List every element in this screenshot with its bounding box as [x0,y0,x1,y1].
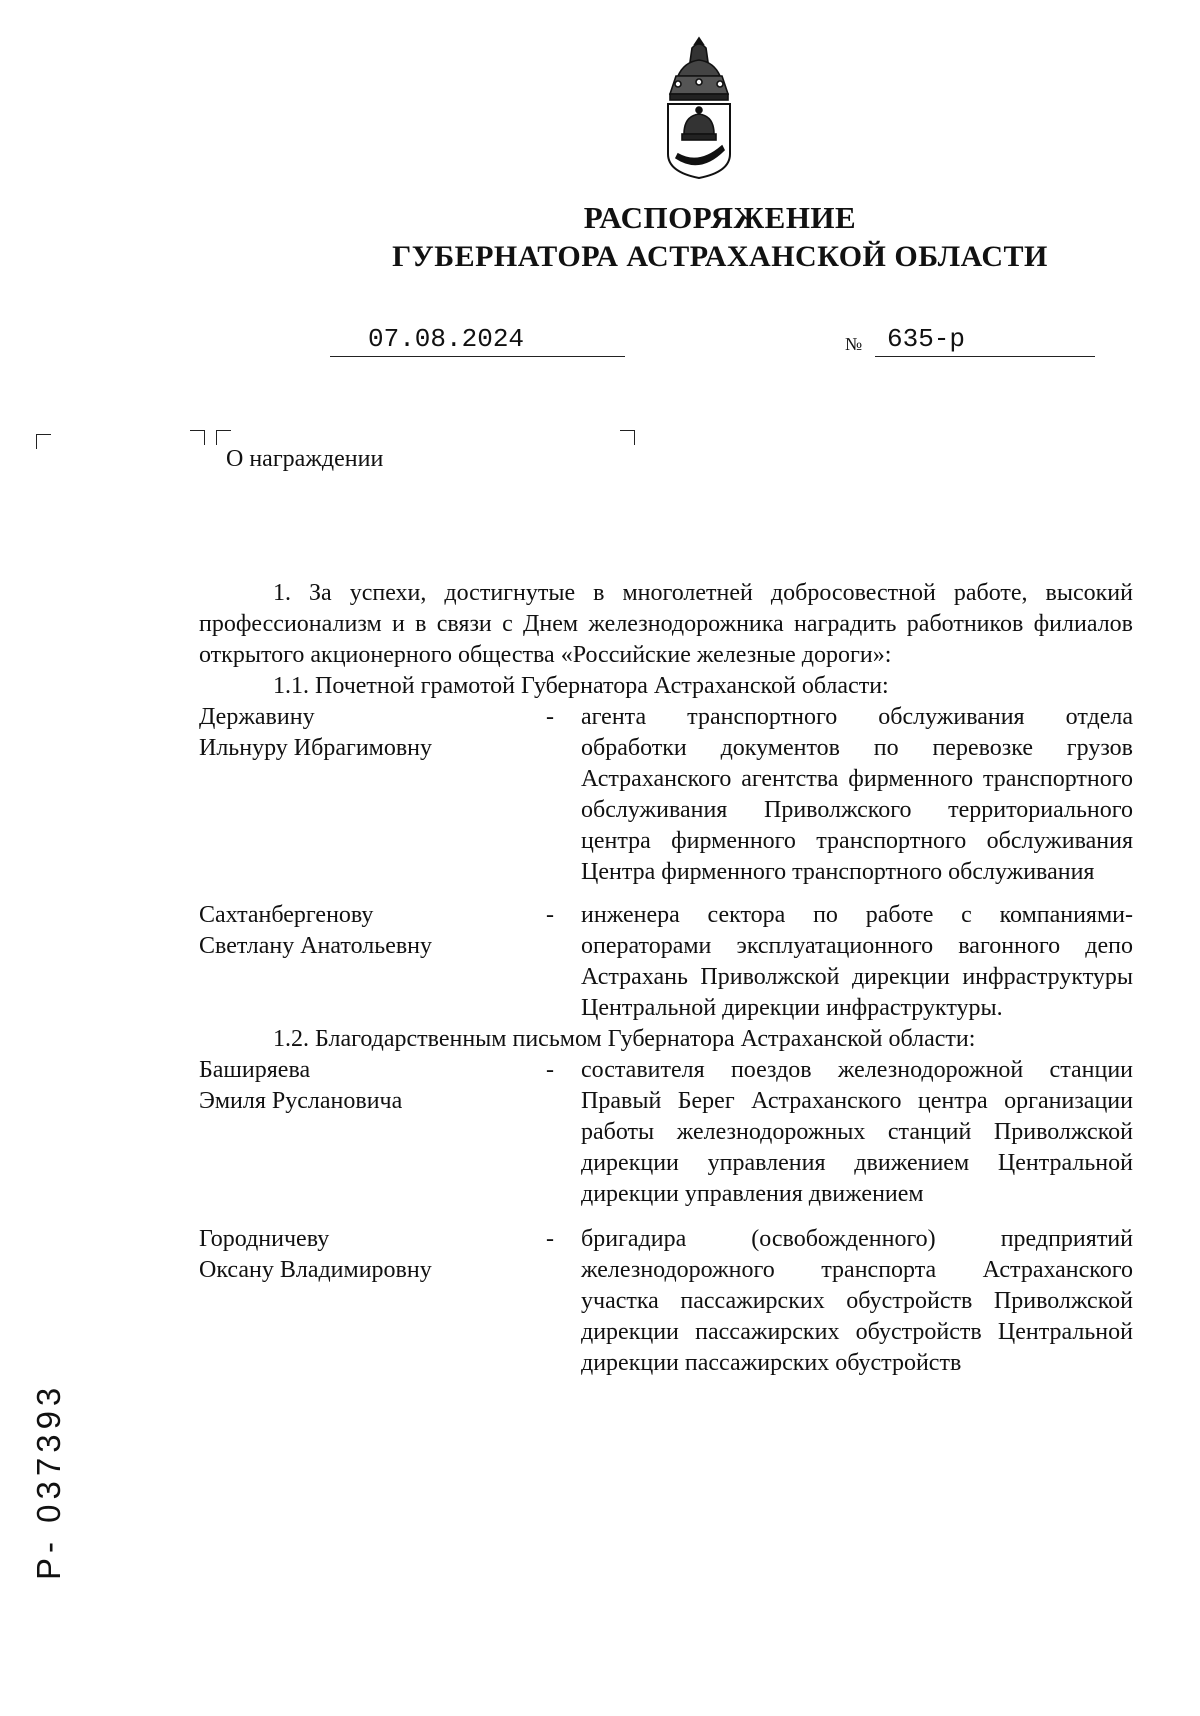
document-date: 07.08.2024 [368,324,525,354]
awardee-name [199,1055,539,1117]
awardee-given-names: Светлану Анатольевну [199,933,433,959]
coat-of-arms-emblem [664,36,734,180]
number-sign: № [845,334,863,354]
awardee-entry [199,1055,1133,1210]
dash-separator: - [546,1057,554,1083]
corner-mark-subject-left [216,430,231,445]
dash-separator: - [546,902,554,928]
corner-mark-subject-right [620,430,635,445]
serial-number: Р- 037393 [30,1382,67,1580]
paragraph-1: 1. За успехи, достигнутые в многолетней добросовестной работе, высокий профессионализм и в связи с Днем железнодорожника наградить работников филиалов открытого акционерного общества «Российские железные дороги»: [199,580,1133,668]
document-title-line1: РАСПОРЯЖЕНИЕ [583,200,857,235]
awardee-entry [199,1224,1133,1379]
date-field [330,322,625,357]
awardee-surname: Баширяева [199,1057,311,1083]
awardee-given-names: Оксану Владимировну [199,1257,432,1283]
awardee-surname: Державину [199,704,315,730]
document-number: 635-р [887,324,966,354]
awardee-entry [199,900,1133,1024]
awardee-name [199,702,539,764]
awardee-surname: Сахтанбергенову [199,902,374,928]
awardee-given-names: Эмиля Руслановича [199,1088,403,1114]
corner-mark-subject-right-outer [190,430,205,445]
awardee-given-names: Ильнуру Ибрагимовну [199,735,433,761]
section-1-1-heading: 1.1. Почетной грамотой Губернатора Астраханской области: [273,673,889,699]
document-title-line2: ГУБЕРНАТОРА АСТРАХАНСКОЙ ОБЛАСТИ [392,240,1048,273]
document-subject: О награждении [226,446,384,472]
awardee-name [199,1224,539,1286]
awardee-position: агента транспортного обслуживания отдела обработки документов по перевозке грузов Астраханского агентства фирменного транспортного обслуживания Приволжского территориального центра фирменного транспортного обслуживания Центра фирменного транспортного обслуживания [581,704,1133,885]
dash-separator: - [546,704,554,730]
corner-mark-left [36,434,51,449]
dash-separator: - [546,1226,554,1252]
awardee-surname: Городничеву [199,1226,330,1252]
awardee-position: инженера сектора по работе с компаниями-операторами эксплуатационного вагонного депо Астрахань Приволжской дирекции инфраструктуры Центральной дирекции инфраструктуры. [581,902,1133,1021]
awardee-position: бригадира (освобожденного) предприятий железнодорожного транспорта Астраханского участка пассажирских обустройств Приволжской дирекции пассажирских обустройств Центральной дирекции пассажирских обустройств [581,1226,1133,1376]
awardee-name [199,900,539,962]
awardee-position: составителя поездов железнодорожной станции Правый Берег Астраханского центра организации работы железнодорожных станций Приволжской дирекции управления движением Центральной дирекции управления движением [581,1057,1133,1207]
number-field [875,322,1095,357]
document-body [199,578,1133,1379]
awardee-entry [199,702,1133,888]
section-1-2-heading: 1.2. Благодарственным письмом Губернатора Астраханской области: [273,1026,976,1052]
